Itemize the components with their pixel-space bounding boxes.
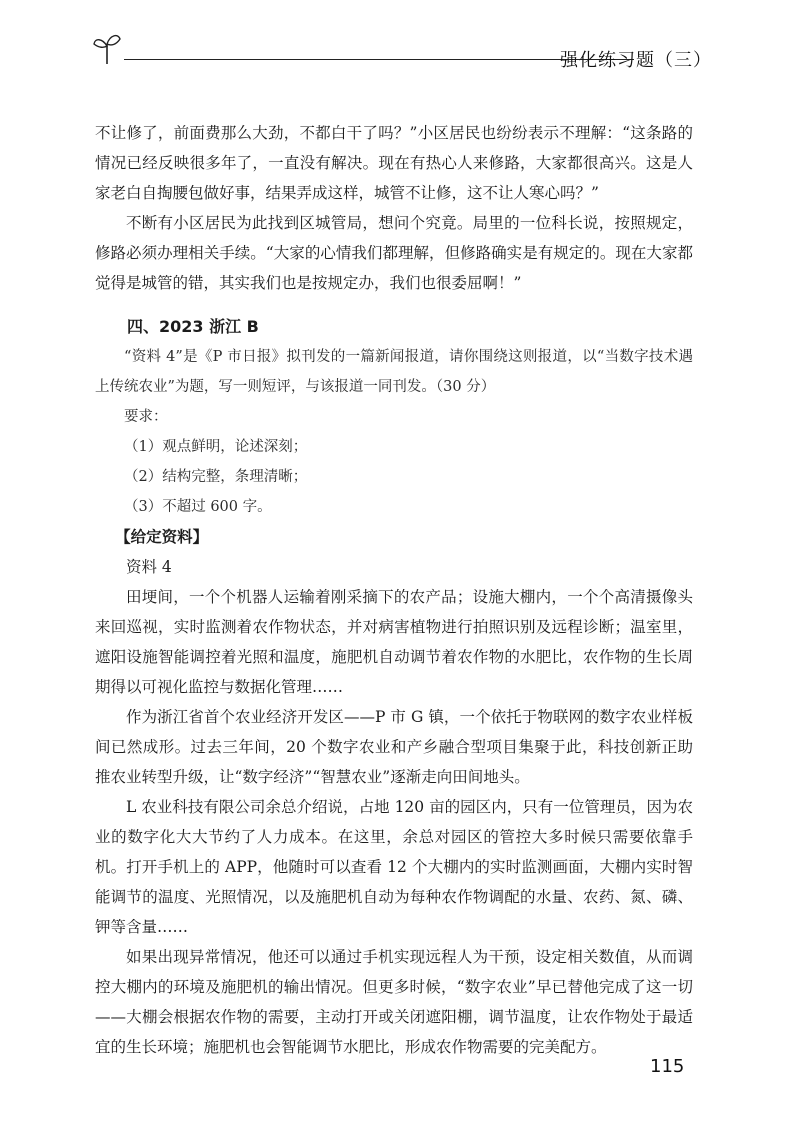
- material-paragraph: L 农业科技有限公司余总介绍说，占地 120 亩的园区内，只有一位管理员，因为农业的数字化大大节约了人力成本。在这里，余总对园区的管控大多时候只需要依靠手机。打开手机上的 APP，他随时可以查看 12 个大棚内的实时监测画面，大棚内实时智能调节的温度、光照情况，以及施肥机自动为每种农作物调配的水量、农药、氮、磷、钾等含量……: [95, 798, 693, 936]
- section-heading: 四、2023 浙江 B: [127, 317, 259, 336]
- header-title: 强化练习题（三）: [560, 50, 712, 71]
- material-paragraph: 作为浙江省首个农业经济开发区——P 市 G 镇，一个依托于物联网的数字农业样板间已然成形。过去三年间，20 个数字农业和产乡融合型项目集聚于此，科技创新正助推农业转型升级，让“数字经济”“智慧农业”逐渐走向田间地头。: [95, 708, 693, 786]
- requirement-item: （1）观点鲜明，论述深刻；: [124, 439, 308, 455]
- requirements-label: 要求：: [124, 409, 168, 425]
- question-text: “资料 4”是《P 市日报》拟刊发的一篇新闻报道，请你围绕这则报道，以“当数字技术遇上传统农业”为题，写一则短评，与该报道一同刊发。（30 分）: [95, 349, 693, 395]
- paragraph: 不断有小区居民为此找到区城管局，想问个究竟。局里的一位科长说，按照规定，修路必须办理相关手续。“大家的心情我们都理解，但修路确实是有规定的。现在大家都觉得是城管的错，其实我们也是按规定办，我们也很委屈啊！”: [95, 214, 693, 292]
- materials-label: 【给定资料】: [115, 528, 209, 546]
- material-title: 资料 4: [126, 558, 172, 576]
- paragraph-continued: 不让修了，前面费那么大劲，不都白干了吗？”小区居民也纷纷表示不理解：“这条路的情况已经反映很多年了，一直没有解决。现在有热心人来修路，大家都很高兴。这是人家老白自掏腰包做好事，结果弄成这样，城管不让修，这不让人寒心吗？”: [95, 124, 693, 202]
- page-header: [92, 30, 712, 70]
- page-number: 115: [650, 1056, 685, 1077]
- material-paragraph: 田埂间，一个个机器人运输着刚采摘下的农产品；设施大棚内，一个个高清摄像头来回巡视，实时监测着农作物状态，并对病害植物进行拍照识别及远程诊断；温室里，遮阳设施智能调控着光照和温度，施肥机自动调节着农作物的水肥比，农作物的生长周期得以可视化监控与数据化管理……: [95, 588, 693, 696]
- header-rule: [124, 59, 634, 60]
- requirement-item: （3）不超过 600 字。: [124, 499, 272, 515]
- page-content: [95, 118, 693, 1062]
- material-paragraph: 如果出现异常情况，他还可以通过手机实现远程人为干预，设定相关数值，从而调控大棚内的环境及施肥机的输出情况。但更多时候，“数字农业”早已替他完成了这一切——大棚会根据农作物的需要，主动打开或关闭遮阳棚，调节温度，让农作物处于最适宜的生长环境；施肥机也会智能调节水肥比，形成农作物需要的完美配方。: [95, 948, 693, 1056]
- requirement-item: （2）结构完整，条理清晰；: [124, 469, 308, 485]
- sprout-icon: [92, 30, 122, 66]
